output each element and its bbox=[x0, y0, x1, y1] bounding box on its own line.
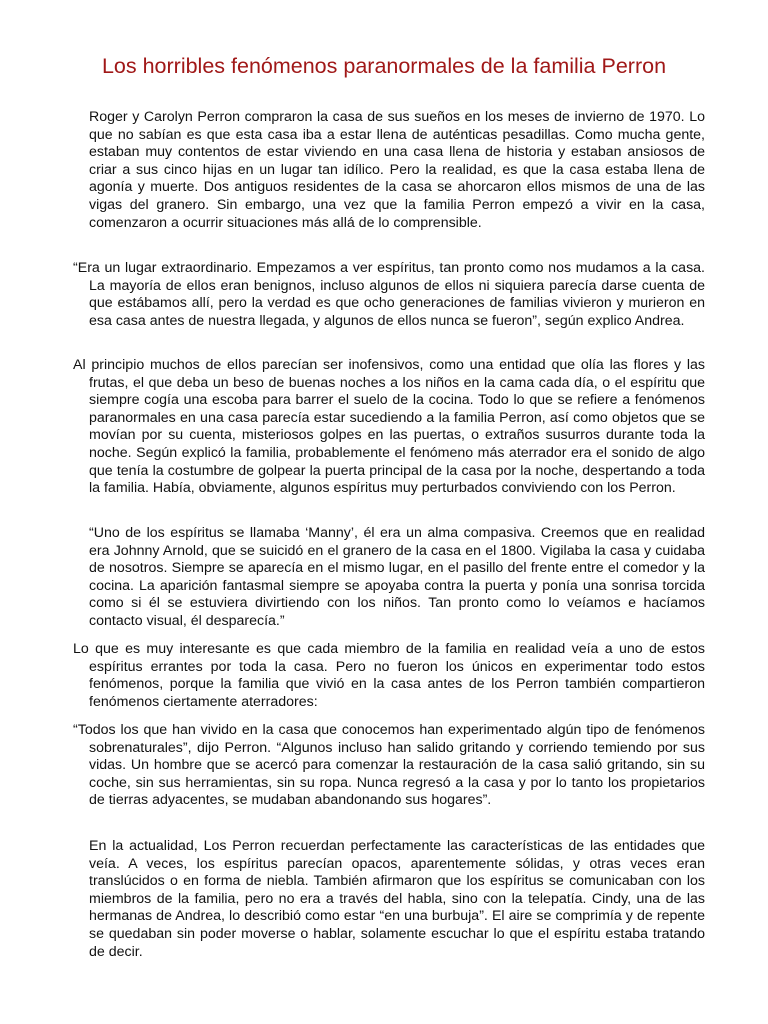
paragraph-2: “Era un lugar extraordinario. Empezamos a ver espíritus, tan pronto como nos mudamos a la casa. La mayoría de ellos eran benignos, incluso algunos de ellos ni siquiera parecía darse cuenta de que estábamos allí, pero la verdad es que ocho generaciones de familias vivieron y murieron en esa casa antes de nuestra llegada, y algunos de ellos nunca se fueron”, según explico Andrea. bbox=[73, 260, 705, 329]
paragraph-3: Al principio muchos de ellos parecían ser inofensivos, como una entidad que olía las flores y las frutas, el que deba un beso de buenas noches a los niños en la cama cada día, o el espíritu que siempre cogía una escoba para barrer el suelo de la cocina. Todo lo que se refiere a fenómenos paranormales en una casa parecía estar sucediendo a la familia Perron, así como objetos que se movían por su cuenta, misteriosos golpes en las puertas, o extraños susurros durante toda la noche. Según explicó la familia, probablemente el fenómeno más aterrador era el sonido de algo que tenía la costumbre de golpear la puerta principal de la casa por la noche, despertando a toda la familia. Había, obviamente, algunos espíritus muy perturbados conviviendo con los Perron. bbox=[73, 357, 705, 497]
paragraph-7: En la actualidad, Los Perron recuerdan perfectamente las características de las entidades que veía. A veces, los espíritus parecían opacos, aparentemente sólidas, y otras veces eran translúcidos o en forma de niebla. También afirmaron que los espíritus se comunicaban con los miembros de la familia, pero no era a través del habla, sino con la telepatía. Cindy, una de las hermanas de Andrea, lo describió como estar “en una burbuja”. El aire se comprimía y de repente se quedaban sin poder moverse o hablar, solamente escuchar lo que el espíritu estaba tratando de decir. bbox=[89, 838, 705, 960]
document-title: Los horribles fenómenos paranormales de la familia Perron bbox=[101, 54, 667, 78]
paragraph-5: Lo que es muy interesante es que cada miembro de la familia en realidad veía a uno de estos espíritus errantes por toda la casa. Pero no fueron los únicos en experimentar todo estos fenómenos, porque la familia que vivió en la casa antes de los Perron también compartieron fenómenos ciertamente aterradores: bbox=[73, 641, 705, 710]
paragraph-6: “Todos los que han vivido en la casa que conocemos han experimentado algún tipo de fenómenos sobrenaturales”, dijo Perron. “Algunos incluso han salido gritando y corriendo temiendo por sus vidas. Un hombre que se acercó para comenzar la restauración de la casa salió gritando, sin su coche, sin sus herramientas, sin su ropa. Nunca regresó a la casa y por lo tanto los propietarios de tierras adyacentes, se mudaban abandonando sus hogares”. bbox=[73, 722, 705, 809]
paragraph-4: “Uno de los espíritus se llamaba ‘Manny’, él era un alma compasiva. Creemos que en realidad era Johnny Arnold, que se suicidó en el granero de la casa en el 1800. Vigilaba la casa y cuidaba de nosotros. Siempre se aparecía en el mismo lugar, en el pasillo del frente entre el comedor y la cocina. La aparición fantasmal siempre se apoyaba contra la puerta y ponía una sonrisa torcida como si él se estuviera divirtiendo con los niños. Tan pronto como lo veíamos e hacíamos contacto visual, él desparecía.” bbox=[89, 525, 705, 629]
paragraph-1: Roger y Carolyn Perron compraron la casa de sus sueños en los meses de invierno de 1970. Lo que no sabían es que esta casa iba a estar llena de auténticas pesadillas. Como mucha gente, estaban muy contentos de estar viviendo en una casa llena de historia y estaban ansiosos de criar a sus cinco hijas en un lugar tan idílico. Pero la realidad, es que la casa estaba llena de agonía y muerte. Dos antiguos residentes de la casa se ahorcaron ellos mismos de una de las vigas del granero. Sin embargo, una vez que la familia Perron empezó a vivir en la casa, comenzaron a ocurrir situaciones más allá de lo comprensible. bbox=[89, 109, 705, 231]
